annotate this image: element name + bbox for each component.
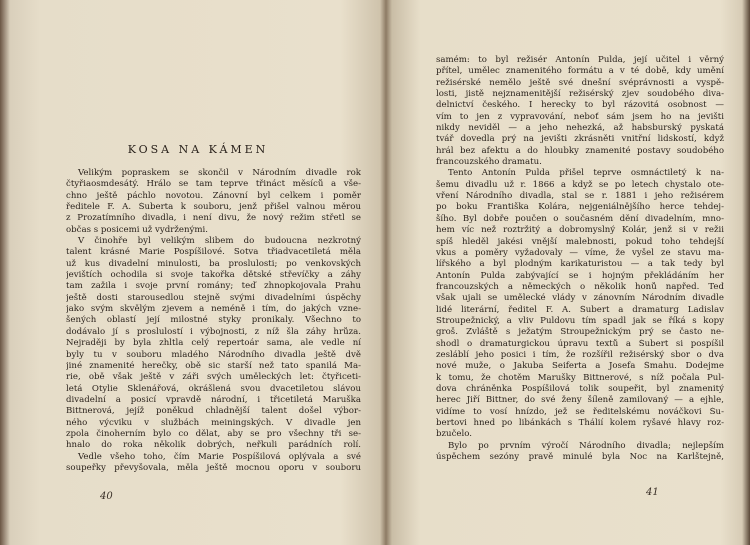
text-line: úspěchem sezóny pravě minulé byla Noc na Karlštejně, — [436, 452, 724, 463]
text-line: jiné znamenité herečky, obě sic starší než tato spanilá Ma- — [66, 360, 361, 371]
text-line: zesláblí jeho posici i tím, že rozšířil režisérský sbor o dva — [436, 349, 724, 360]
page-number-left: 40 — [100, 491, 113, 502]
text-line: hrál bez afektu a do hloubky znamenité postavy soudobého — [436, 145, 724, 156]
text-line: šených oblastí její milostné styky pronikaly. Všechno to — [66, 315, 361, 326]
right-page — [396, 0, 736, 545]
text-line: vidíme to vosí hnízdo, jež se ředitelskému nováčkovi Šu- — [436, 406, 724, 417]
text-line: čtyřiaosmdesátý. Hrálo se tam teprve třináct měsíců a vše- — [66, 179, 361, 190]
text-line: Stroupežnický, a vliv Puldovu tím spadl jak se říká s kopy — [436, 315, 724, 326]
text-line: spíš hleděl jakési vnější malebnosti, pokud toho tehdejší — [436, 236, 724, 247]
text-line: shodl o dramaturgickou úpravu textů a Šubert si pospíšil — [436, 338, 724, 349]
text-line: k tomu, že chotěm Marušky Bittnerové, s níž počala Pul- — [436, 372, 724, 383]
right-text-column — [436, 55, 724, 463]
text-line: jako svým skvělým zjevem a neméně i tím, do jakých vzne- — [66, 304, 361, 315]
text-line: vření Národního divadla, stal se r. 1881 i jeho režisérem — [436, 191, 724, 202]
text-line: bertovi hned po libánkách s Thálií kolem ryšavé hlavy roz- — [436, 418, 724, 428]
text-line: talent krásné Marie Pospíšilové. Sotva třiadvacetiletá měla — [66, 247, 361, 258]
text-line: dova chráněnka Pospíšilová tolik soupeřit, byl znamenitý — [436, 383, 724, 394]
text-line: ještě dosti starousedlou stejně svými divadelními úspěchy — [66, 292, 361, 303]
text-line: samém: to byl režisér Antonín Pulda, její učitel i věrný — [436, 55, 724, 65]
text-line: V činohře byl velikým slibem do budoucna nezkrotný — [78, 236, 361, 247]
text-line: letá Otylie Sklenářová, okrášlená svou dvacetiletou slávou — [66, 383, 361, 394]
text-line: přítel, umělec znamenitého formátu a v té době, kdy umění — [436, 66, 724, 77]
left-text-column — [66, 168, 361, 474]
page-number-right: 41 — [646, 487, 659, 498]
left-page — [18, 0, 378, 545]
text-line: režisérské nemělo ještě své dnešní svéprávnosti a vyspě- — [436, 77, 724, 88]
text-line: bzučelo. — [436, 429, 472, 440]
text-line: jevištích ochodila si svoje takořka dětské střevíčky a záhy — [66, 270, 361, 281]
text-line: však ujali se umělecké vlády v zánovním Národním divadle — [436, 293, 724, 304]
text-line: ného výcviku v službách meiningských. V divadle jen — [66, 417, 361, 428]
text-line: Bittnerová, jejíž poněkud chladnější talent došel výbor- — [66, 406, 361, 417]
text-line: rie, obě však ještě v záři svých uměleckých let: čtyřiceti- — [66, 372, 361, 383]
text-line: losti, jistě nejznamenitější režisérský zjev soudobého diva- — [436, 89, 724, 100]
text-line: Bylo po prvním výročí Národního divadla; nejlepším — [448, 440, 724, 451]
text-line: šího. Byl dobře poučen o současném dění divadelním, mno- — [436, 213, 724, 224]
text-line: Nejraději by byla zhltla celý repertoár sama, ale vedle ní — [66, 338, 361, 349]
text-line: zpola činoherním bylo co dělat, aby se pro všechny tři se- — [66, 428, 361, 439]
text-line: dodávalo jí s proslulostí i výbojnosti, z níž šla záhy hrůza. — [66, 326, 361, 337]
chapter-heading: KOSA NA KÁMEN — [127, 143, 269, 156]
text-line: francouzských a německých o několik honů napřed. Teď — [436, 281, 724, 292]
text-line: hem víc než roztržitý a dobromyslný Kolár, jenž si v režii — [436, 225, 724, 236]
text-line: delnictví českého. I herecky to byl rázovitá osobnost — — [436, 100, 724, 111]
text-line: Tento Antonín Pulda přišel teprve osmnáctiletý k na- — [448, 168, 724, 179]
text-line: z Prozatímního divadla, i není divu, že nový režim střetl se — [66, 213, 361, 224]
text-line: vkus a poměry vyžadovaly — víme, že vyšel ze stavu ma- — [436, 247, 724, 258]
text-line: už kus divadelní minulosti, ba proslulosti; po venkovských — [66, 258, 361, 269]
text-line: občas s posicemi už vydrženými. — [66, 224, 209, 235]
text-line: francouzského dramatu. — [436, 157, 542, 168]
text-line: po boku Františka Kolára, nejgeniálnějšího herce tehdej- — [436, 202, 724, 213]
text-line: groš. Zvláště s ježatým Stroupežnickým prý se často ne- — [436, 327, 724, 338]
text-line: chno ještě páchlo novotou. Zánovní byl celkem i poměr — [66, 190, 361, 201]
text-line: Velikým popraskem se skončil v Národním divadle rok — [78, 168, 361, 178]
text-line: herec Jiří Bittner, do své ženy šíleně zamilovaný — a ejhle, — [436, 395, 724, 406]
text-line: tam zažila i svoje první romány; teď zhnopkojovala Prahu — [66, 281, 361, 292]
text-line: hnalo do roka několik dobrých, neřkuli parádních rolí. — [66, 440, 361, 451]
text-line: šemu divadlu už r. 1866 a když se po letech chystalo ote- — [436, 179, 724, 190]
text-line: nikdy neviděl — a jeho nehezká, až habsburský pyskatá — [436, 123, 724, 134]
text-line: Vedle všeho toho, čím Marie Pospíšilová oplývala a své — [78, 451, 361, 462]
text-line: nové muže, o Jakuba Seiferta a Josefa Šmahu. Dodejme — [436, 361, 724, 372]
text-line: Antonín Pulda zabývající se i hojným překládáním her — [436, 270, 724, 281]
text-line: lířského a byl plodným karikaturistou — a tak tedy byl — [436, 259, 724, 270]
text-line: lidé literární, ředitel F. A. Šubert a dramaturg Ladislav — [436, 304, 724, 315]
text-line: soupeřky převyšovala, měla ještě mocnou oporu v souboru — [66, 462, 361, 473]
text-line: vím to jen z vypravování, neboť sám jsem ho na jevišti — [436, 111, 724, 122]
text-line: byly tu v souboru mladého Národního divadla ještě dvě — [66, 349, 361, 360]
text-line: divadelní a posicí vpravdě národní, i třicetiletá Maruška — [66, 394, 361, 405]
text-line: tvář dovedla prý na jevišti zkrásněti vnitřní lidskostí, když — [436, 134, 724, 145]
text-line: ředitele F. A. Šuberta k souboru, jenž přišel valnou měrou — [66, 202, 361, 213]
